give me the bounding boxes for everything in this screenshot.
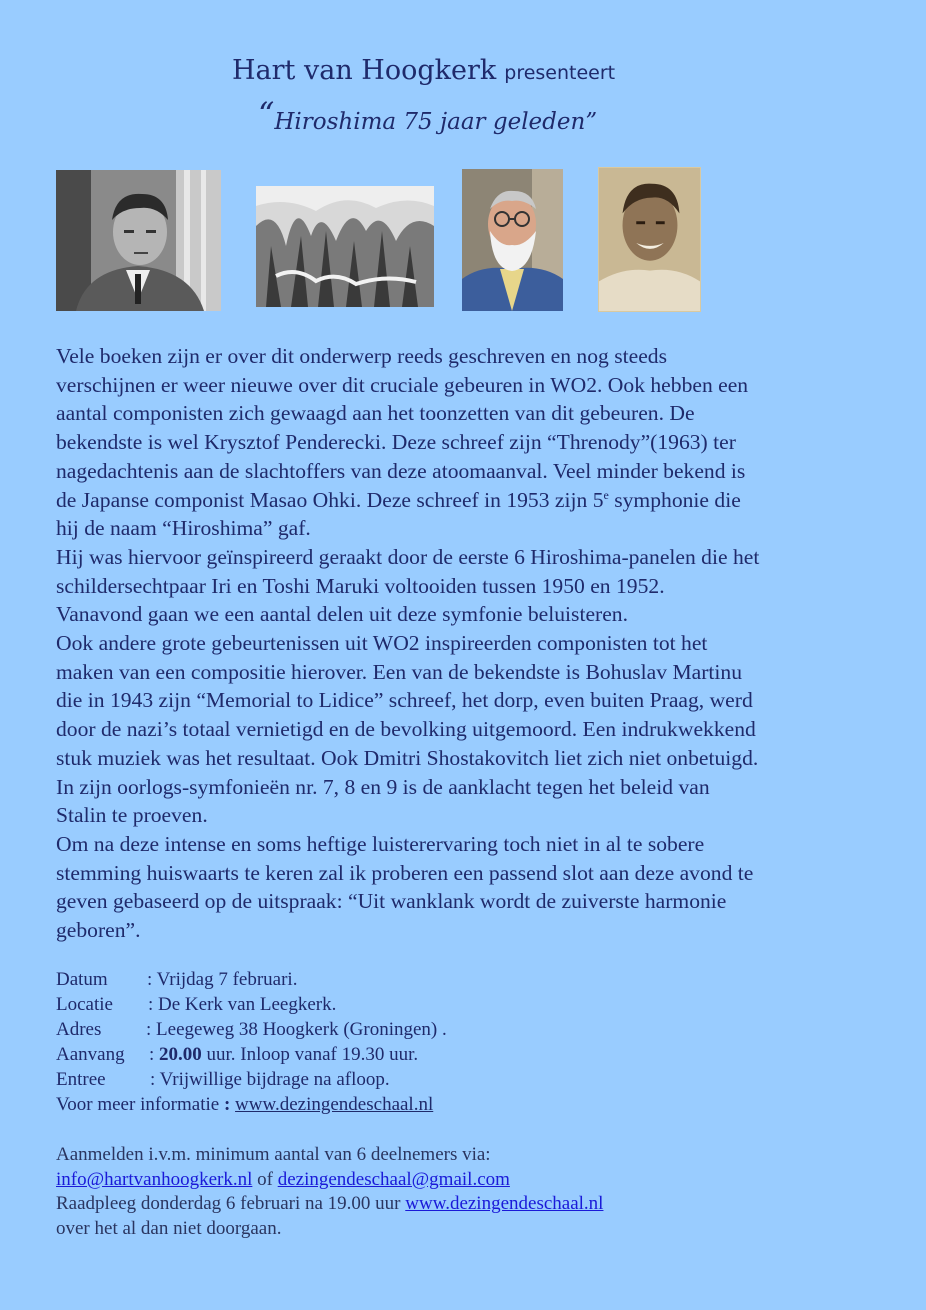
portrait-photo-penderecki xyxy=(462,169,563,311)
info-label: Aanvang xyxy=(56,1044,125,1065)
portrait-photo-masao-ohki xyxy=(56,170,221,311)
close-quote: ” xyxy=(585,109,598,135)
check-text: Raadpleeg donderdag 6 februari na 19.00 uur xyxy=(56,1193,406,1214)
info-value: : Vrijdag 7 februari. xyxy=(147,969,298,990)
info-value-rest: uur. Inloop vanaf 19.30 uur. xyxy=(201,1044,419,1065)
email-link-dezingendeschaal[interactable]: dezingendeschaal@gmail.com xyxy=(277,1168,510,1190)
signup-contacts xyxy=(56,1168,603,1193)
body-line: maken van een compositie hierover. Een van de bekendste is Bohuslav Martinu xyxy=(56,659,743,684)
more-info-label: Voor meer informatie xyxy=(56,1094,224,1115)
body-text xyxy=(56,342,896,945)
body-line: hij de naam “Hiroshima” gaf. xyxy=(56,516,311,541)
info-value: : Vrijwillige bijdrage na afloop. xyxy=(150,1069,390,1090)
event-title-text: Hiroshima 75 jaar geleden xyxy=(274,109,586,135)
body-line: geboren”. xyxy=(56,918,141,943)
organization-name: Hart van Hoogkerk xyxy=(232,55,497,86)
body-line: aantal componisten zich gewaagd aan het toonzetten van dit gebeuren. De xyxy=(56,401,695,426)
body-line-text: de Japanse componist Masao Ohki. Deze schreef in 1953 zijn 5 xyxy=(56,487,604,512)
body-line: In zijn oorlogs-symfonieën nr. 7, 8 en 9 is de aanklacht tegen het beleid van xyxy=(56,774,710,799)
body-line: Stalin te proeven. xyxy=(56,803,208,828)
signup-line: over het al dan niet doorgaan. xyxy=(56,1217,282,1239)
title-line xyxy=(232,55,615,86)
event-info xyxy=(56,967,447,1117)
ordinal-superscript: e xyxy=(603,487,609,502)
signup-check-line xyxy=(56,1192,603,1217)
email-link-hartvanhoogkerk[interactable]: info@hartvanhoogkerk.nl xyxy=(56,1168,253,1190)
body-line: bekendste is wel Krysztof Penderecki. Deze schreef zijn “Threnody”(1963) ter xyxy=(56,430,736,455)
open-quote: “ xyxy=(258,95,275,133)
body-line: Vele boeken zijn er over dit onderwerp reeds geschreven en nog steeds xyxy=(56,344,667,368)
info-row-datum xyxy=(56,967,433,992)
portrait-icon xyxy=(599,168,700,311)
body-line: die in 1943 zijn “Memorial to Lidice” schreef, het dorp, even buiten Praag, werd xyxy=(56,688,753,713)
body-line: geven gebaseerd op de uitspraak: “Uit wanklank wordt de zuiverste harmonie xyxy=(56,889,727,914)
body-line-text: symphonie die xyxy=(608,487,741,512)
painting-icon xyxy=(256,186,434,307)
signup-line: Aanmelden i.v.m. minimum aantal van 6 deelnemers via: xyxy=(56,1144,491,1165)
info-row-entree xyxy=(56,1067,433,1092)
body-line: Om na deze intense en soms heftige luisterervaring toch niet in al te sobere xyxy=(56,831,705,856)
info-label: Adres xyxy=(56,1019,102,1040)
or-text: of xyxy=(252,1168,278,1190)
info-row-adres xyxy=(56,1017,447,1042)
body-line: nagedachtenis aan de slachtoffers van deze atoomaanval. Veel minder bekend is xyxy=(56,458,746,483)
info-value: : Leegeweg 38 Hoogkerk (Groningen) . xyxy=(146,1019,447,1040)
body-line: Vanavond gaan we een aantal delen uit deze symfonie beluisteren. xyxy=(56,602,629,627)
info-label: Entree xyxy=(56,1069,106,1090)
body-line: verschijnen er weer nieuwe over dit cruciale gebeuren in WO2. Ook hebben een xyxy=(56,372,749,397)
portrait-photo-martinu xyxy=(598,167,701,312)
signup-section xyxy=(56,1143,603,1241)
start-time: 20.00 xyxy=(159,1044,202,1065)
info-row-more xyxy=(56,1092,433,1117)
info-row-aanvang xyxy=(56,1042,433,1067)
body-line: stuk muziek was het resultaat. Ook Dmitri Shostakovitch liet zich niet onbetuigd. xyxy=(56,745,759,770)
portrait-icon xyxy=(462,169,563,311)
info-row-locatie xyxy=(56,992,433,1017)
body-line: stemming huiswaarts te keren zal ik proberen een passend slot aan deze avond te xyxy=(56,860,754,885)
info-value xyxy=(149,1042,418,1067)
info-value-prefix: : xyxy=(149,1044,160,1065)
website-link[interactable]: www.dezingendeschaal.nl xyxy=(235,1094,434,1115)
body-line: Ook andere grote gebeurtenissen uit WO2 inspireerden componisten tot het xyxy=(56,631,708,656)
portrait-icon xyxy=(56,170,221,311)
event-title xyxy=(258,95,597,135)
info-label: Locatie xyxy=(56,994,113,1015)
info-label: Datum xyxy=(56,969,108,990)
body-line: Hij was hiervoor geïnspireerd geraakt door de eerste 6 Hiroshima-panelen die het xyxy=(56,544,760,569)
body-line xyxy=(56,486,896,515)
info-value: : De Kerk van Leegkerk. xyxy=(148,994,337,1015)
website-link-check[interactable]: www.dezingendeschaal.nl xyxy=(405,1193,604,1214)
body-line: schildersechtpaar Iri en Toshi Maruki voltooiden tussen 1950 en 1952. xyxy=(56,573,665,598)
hiroshima-panel-painting xyxy=(256,186,434,307)
presents-label: presenteert xyxy=(504,62,616,84)
more-info-colon: : xyxy=(223,1094,231,1115)
body-line: door de nazi’s totaal vernietigd en de bevolking uitgemoord. Een indrukwekkend xyxy=(56,717,756,742)
